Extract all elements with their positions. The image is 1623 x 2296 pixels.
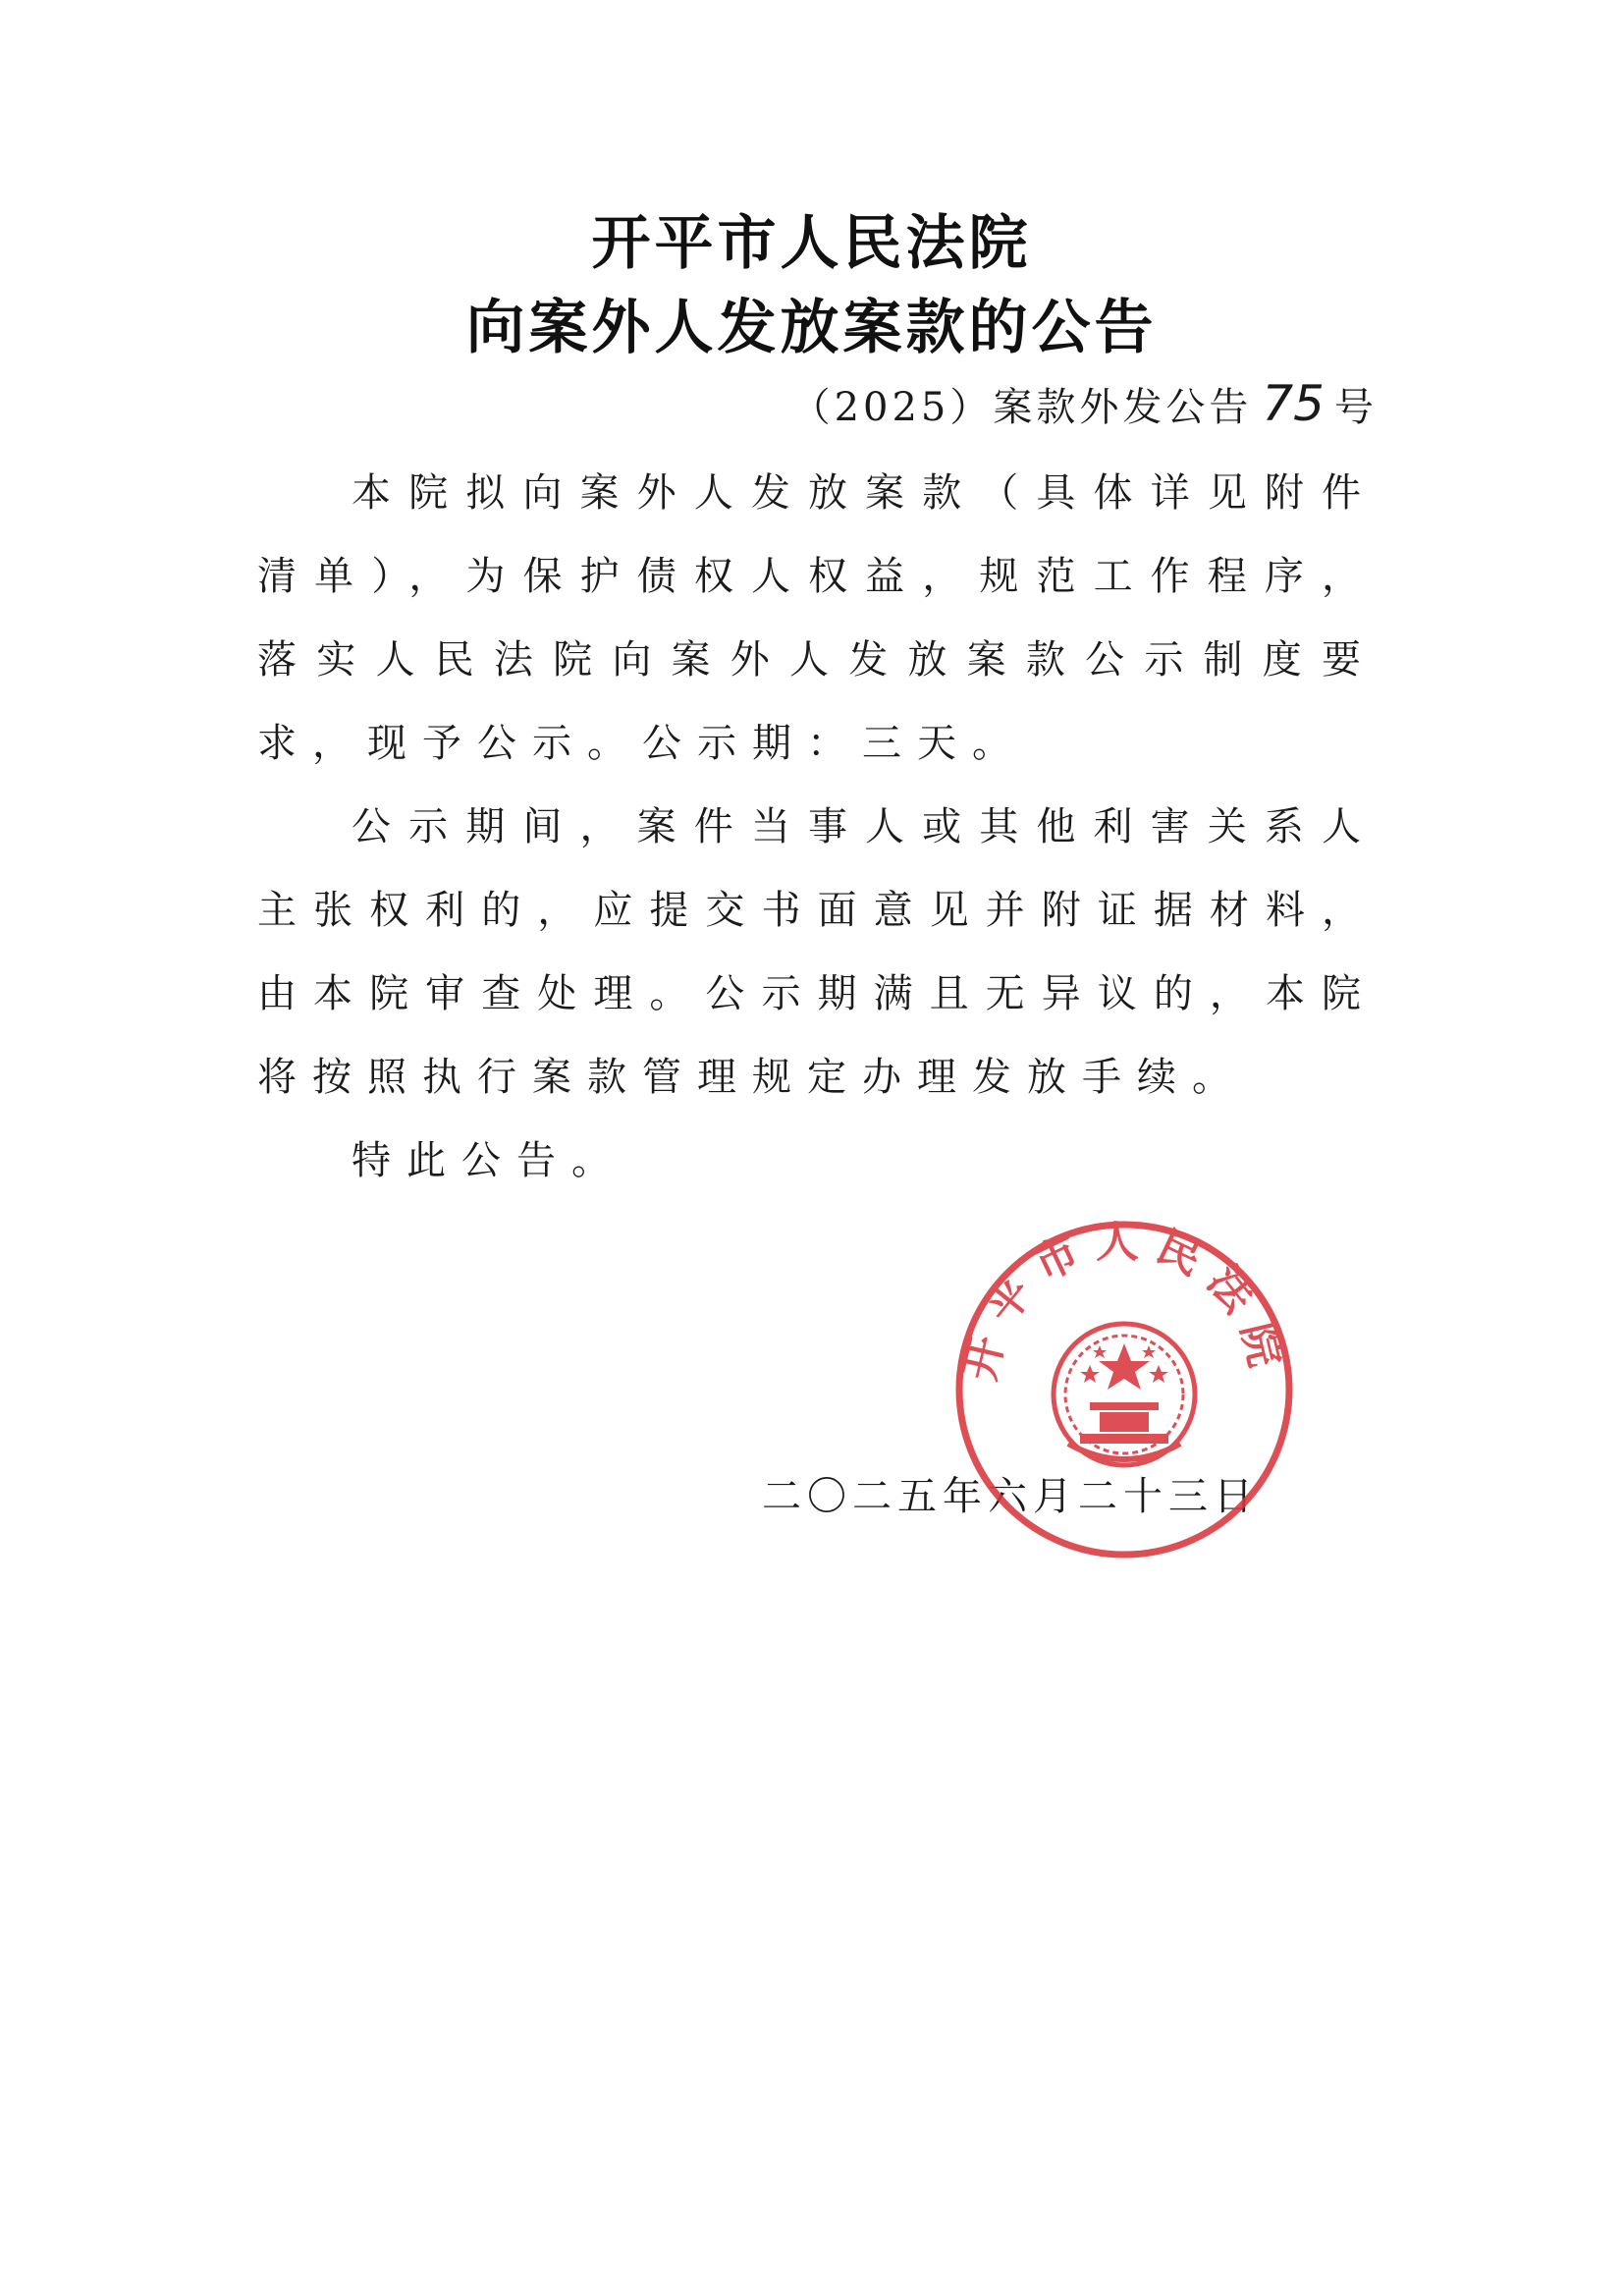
body-paragraph-2: 公示期间，案件当事人或其他利害关系人主张权利的，应提交书面意见并附证据材料，由本院审查处理。公示期满且无异议的，本院将按照执行案款管理规定办理发放手续。: [257, 804, 1377, 1100]
seal-text: 开平市人民法院: [954, 1218, 1294, 1386]
document-number-value: 75: [1262, 375, 1325, 432]
court-seal-stamp: [952, 1218, 1296, 1561]
document-number-prefix: （2025）案款外发公告: [790, 385, 1253, 430]
body-paragraph-3: 特此公告。: [352, 1138, 626, 1183]
document-number-suffix: 号: [1334, 385, 1378, 430]
national-emblem-icon: [1054, 1324, 1195, 1465]
issue-date: 二〇二五年六月二十三日: [762, 1474, 1259, 1519]
court-name-title: 开平市人民法院: [591, 209, 1032, 278]
document-number: [791, 375, 1378, 432]
notice-title: 向案外人发放案款的公告: [465, 294, 1158, 362]
body-paragraph-1: 本院拟向案外人发放案款（具体详见附件清单），为保护债权人权益，规范工作程序，落实人民法院向案外人发放案款公示制度要求，现予公示。公示期：三天。: [257, 470, 1377, 766]
